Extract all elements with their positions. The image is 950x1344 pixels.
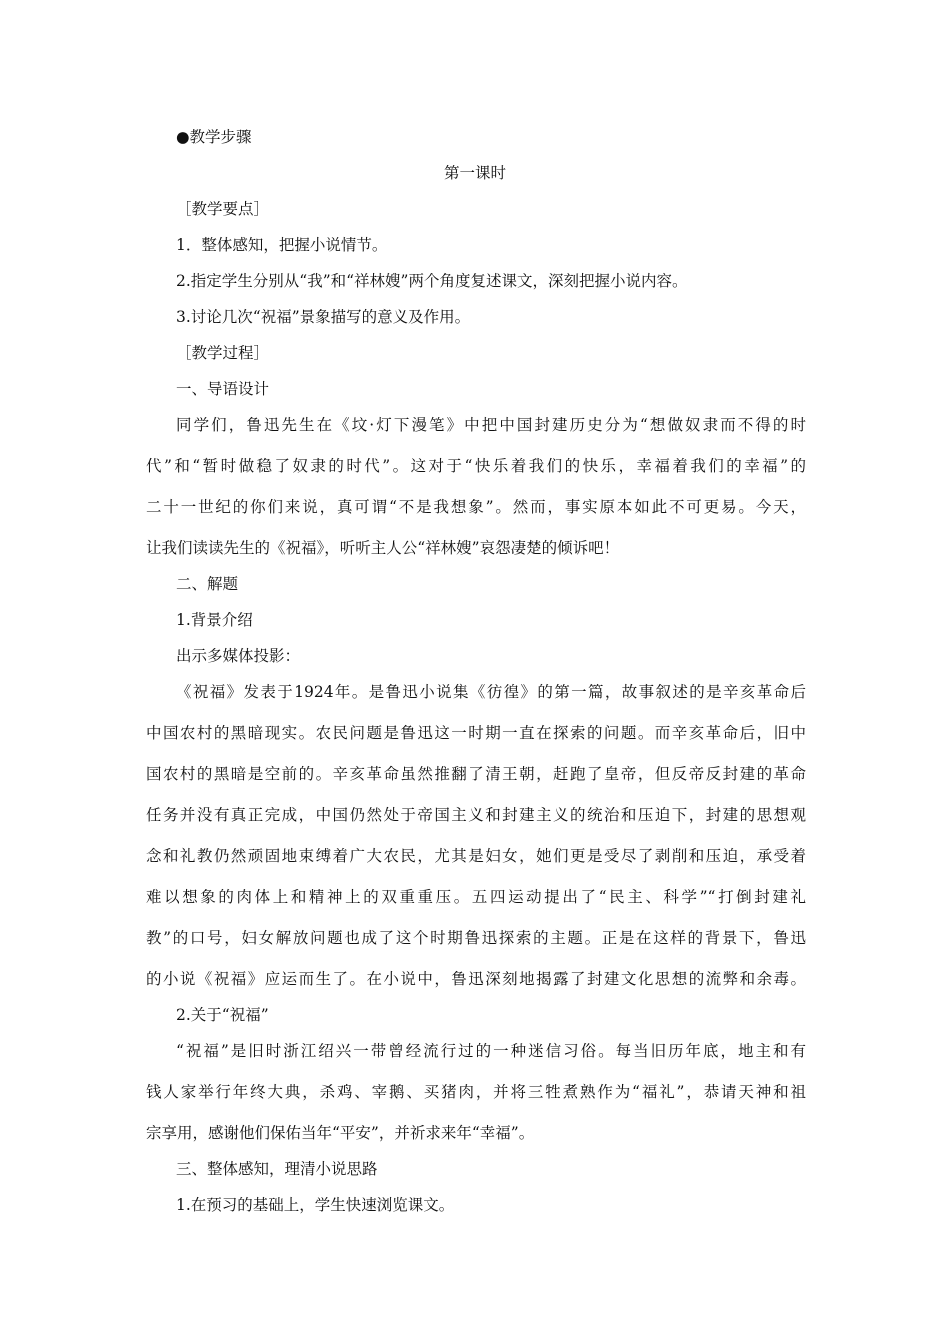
section-heading: ●教学步骤 (176, 128, 252, 146)
paragraph-line: 教”的口号，妇女解放问题也成了这个时期鲁迅探索的主题。正是在这样的背景下，鲁迅 (146, 929, 806, 947)
key-point-item: 2.指定学生分别从“我”和“祥林嫂”两个角度复述课文，深刻把握小说内容。 (176, 272, 688, 290)
paragraph-line: 念和礼教仍然顽固地束缚着广大农民，尤其是妇女，她们更是受尽了剥削和压迫，承受着 (146, 847, 806, 865)
subsection-title: 1.背景介绍 (176, 611, 253, 629)
section-title: 一、导语设计 (176, 380, 270, 398)
paragraph-line: 中国农村的黑暗现实。农民问题是鲁迅这一时期一直在探索的问题。而辛亥革命后，旧中 (146, 724, 806, 742)
projection-intro: 出示多媒体投影： (176, 647, 301, 665)
list-item: 1.在预习的基础上，学生快速浏览课文。 (176, 1196, 455, 1214)
paragraph-line: 《祝福》发表于1924年。是鲁迅小说集《彷徨》的第一篇，故事叙述的是辛亥革命后 (176, 683, 806, 701)
process-label: ［教学过程］ (176, 344, 270, 362)
paragraph-line: 钱人家举行年终大典，杀鸡、宰鹅、买猪肉，并将三牲煮熟作为“福礼”，恭请天神和祖 (146, 1083, 806, 1101)
subsection-title: 2.关于“祝福” (176, 1006, 269, 1024)
paragraph-line: 代”和“暂时做稳了奴隶的时代”。这对于“快乐着我们的快乐，幸福着我们的幸福”的 (146, 457, 806, 475)
paragraph-line: 二十一世纪的你们来说，真可谓“不是我想象”。然而，事实原本如此不可更易。今天， (146, 498, 806, 516)
section-title: 三、整体感知，理清小说思路 (176, 1160, 378, 1178)
paragraph-line: 难以想象的肉体上和精神上的双重重压。五四运动提出了“民主、科学”“打倒封建礼 (146, 888, 806, 906)
paragraph-line: “祝福”是旧时浙江绍兴一带曾经流行过的一种迷信习俗。每当旧历年底，地主和有 (176, 1042, 806, 1060)
paragraph-line: 同学们，鲁迅先生在《坟·灯下漫笔》中把中国封建历史分为“想做奴隶而不得的时 (176, 416, 806, 434)
key-point-item: 1．整体感知，把握小说情节。 (176, 236, 388, 254)
paragraph-line: 的小说《祝福》应运而生了。在小说中，鲁迅深刻地揭露了封建文化思想的流弊和余毒。 (146, 970, 806, 988)
paragraph-line: 让我们读读先生的《祝福》，听听主人公“祥林嫂”哀怨凄楚的倾诉吧！ (146, 539, 620, 557)
key-point-item: 3.讨论几次“祝福”景象描写的意义及作用。 (176, 308, 471, 326)
paragraph-line: 任务并没有真正完成，中国仍然处于帝国主义和封建主义的统治和压迫下，封建的思想观 (146, 806, 806, 824)
section-title: 二、解题 (176, 575, 239, 593)
paragraph-line: 国农村的黑暗是空前的。辛亥革命虽然推翻了清王朝，赶跑了皇帝，但反帝反封建的革命 (146, 765, 806, 783)
lesson-title: 第一课时 (443, 164, 506, 182)
key-points-label: ［教学要点］ (176, 200, 270, 218)
paragraph-line: 宗享用，感谢他们保佑当年“平安”，并祈求来年“幸福”。 (146, 1124, 535, 1142)
